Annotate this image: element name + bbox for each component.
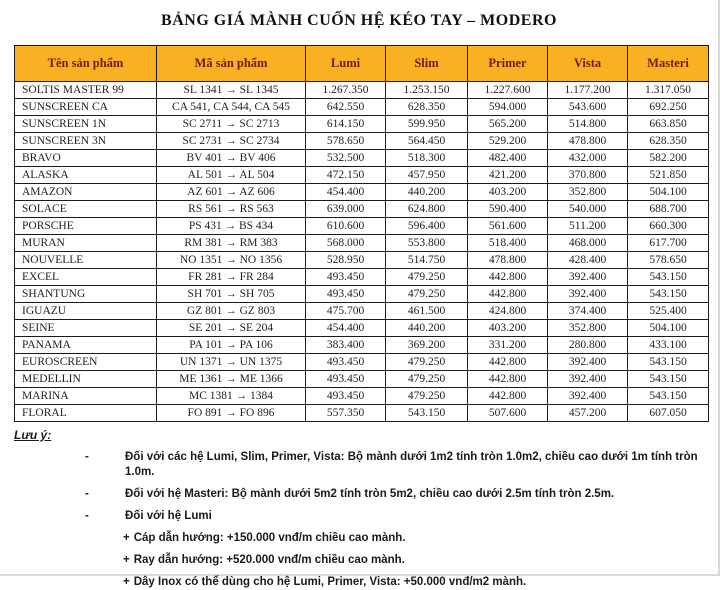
price-cell: 1.177.200 (548, 82, 628, 99)
price-cell: 543.150 (628, 269, 709, 286)
price-cell: 578.650 (306, 133, 386, 150)
price-cell: 493.450 (306, 286, 386, 303)
price-cell: 392.400 (548, 354, 628, 371)
price-cell: 478.800 (468, 252, 548, 269)
note-text: Đối với hệ Lumi (125, 510, 212, 522)
price-cell: 493.450 (306, 269, 386, 286)
product-name-cell: SUNSCREEN 3N (15, 133, 157, 150)
product-name-cell: SEINE (15, 320, 157, 337)
plus-bullet: + (123, 532, 130, 544)
table-row (15, 99, 709, 116)
table-row (15, 235, 709, 252)
price-cell: 1.253.150 (386, 82, 468, 99)
product-code-cell: SH 701 → SH 705 (157, 286, 306, 303)
column-header-0: Tên sản phẩm (15, 46, 157, 82)
price-cell: 478.800 (548, 133, 628, 150)
price-cell: 442.800 (468, 269, 548, 286)
price-cell: 472.150 (306, 167, 386, 184)
product-code-cell: RS 561 → RS 563 (157, 201, 306, 218)
price-cell: 479.250 (386, 354, 468, 371)
column-header-5: Vista (548, 46, 628, 82)
product-code-cell: SC 2711 → SC 2713 (157, 116, 306, 133)
product-name-cell: NOUVELLE (15, 252, 157, 269)
price-cell: 1.227.600 (468, 82, 548, 99)
product-code-cell: RM 381 → RM 383 (157, 235, 306, 252)
product-name-cell: PORSCHE (15, 218, 157, 235)
sub-note-item (14, 553, 718, 568)
price-cell: 543.150 (628, 354, 709, 371)
plus-bullet: + (123, 554, 130, 566)
column-header-2: Lumi (306, 46, 386, 82)
price-cell: 514.800 (548, 116, 628, 133)
price-cell: 628.350 (386, 99, 468, 116)
price-cell: 543.150 (628, 388, 709, 405)
product-code-cell: MC 1381 → 1384 (157, 388, 306, 405)
table-row (15, 167, 709, 184)
sub-note-text: Dây Inox có thể dùng cho hệ Lumi, Primer, Vista: +50.000 vnđ/m2 mành. (133, 576, 527, 588)
sub-note-item (14, 531, 718, 546)
price-cell: 504.100 (628, 184, 709, 201)
table-row (15, 133, 709, 150)
column-header-4: Primer (468, 46, 548, 82)
price-cell: 561.600 (468, 218, 548, 235)
price-cell: 521.850 (628, 167, 709, 184)
price-cell: 594.000 (468, 99, 548, 116)
notes-heading: Lưu ý: (14, 428, 52, 442)
price-cell: 568.000 (306, 235, 386, 252)
product-code-cell: FR 281 → FR 284 (157, 269, 306, 286)
price-cell: 392.400 (548, 371, 628, 388)
price-cell: 663.850 (628, 116, 709, 133)
price-cell: 442.800 (468, 354, 548, 371)
price-cell: 1.317.050 (628, 82, 709, 99)
table-row (15, 201, 709, 218)
product-name-cell: PANAMA (15, 337, 157, 354)
product-name-cell: BRAVO (15, 150, 157, 167)
table-row (15, 184, 709, 201)
price-cell: 374.400 (548, 303, 628, 320)
column-header-1: Mã sản phẩm (157, 46, 306, 82)
price-cell: 660.300 (628, 218, 709, 235)
price-cell: 392.400 (548, 388, 628, 405)
price-cell: 529.200 (468, 133, 548, 150)
price-cell: 280.800 (548, 337, 628, 354)
price-cell: 457.950 (386, 167, 468, 184)
price-cell: 331.200 (468, 337, 548, 354)
price-cell: 383.400 (306, 337, 386, 354)
product-name-cell: EXCEL (15, 269, 157, 286)
product-name-cell: EUROSCREEN (15, 354, 157, 371)
price-cell: 590.400 (468, 201, 548, 218)
product-name-cell: MURAN (15, 235, 157, 252)
price-cell: 424.800 (468, 303, 548, 320)
note-item (14, 509, 718, 524)
price-cell: 578.650 (628, 252, 709, 269)
price-cell: 564.450 (386, 133, 468, 150)
price-cell: 525.400 (628, 303, 709, 320)
product-code-cell: FO 891 → FO 896 (157, 405, 306, 422)
price-cell: 369.200 (386, 337, 468, 354)
price-cell: 392.400 (548, 286, 628, 303)
price-cell: 421.200 (468, 167, 548, 184)
product-code-cell: PA 101 → PA 106 (157, 337, 306, 354)
price-cell: 442.800 (468, 286, 548, 303)
price-cell: 518.300 (386, 150, 468, 167)
table-row (15, 320, 709, 337)
price-cell: 511.200 (548, 218, 628, 235)
price-cell: 440.200 (386, 184, 468, 201)
product-name-cell: MARINA (15, 388, 157, 405)
product-name-cell: SUNSCREEN CA (15, 99, 157, 116)
table-row (15, 286, 709, 303)
price-cell: 532.500 (306, 150, 386, 167)
dash-bullet: - (85, 451, 89, 463)
product-name-cell: SOLTIS MASTER 99 (15, 82, 157, 99)
page-title: BẢNG GIÁ MÀNH CUỐN HỆ KÉO TAY – MODERO (161, 12, 557, 29)
price-cell: 370.800 (548, 167, 628, 184)
product-name-cell: AMAZON (15, 184, 157, 201)
table-row (15, 371, 709, 388)
column-header-3: Slim (386, 46, 468, 82)
price-cell: 468.000 (548, 235, 628, 252)
price-cell: 479.250 (386, 388, 468, 405)
sub-note-text: Ray dẫn hướng: +520.000 vnđ/m chiều cao mành. (133, 554, 405, 566)
price-cell: 442.800 (468, 371, 548, 388)
dash-bullet: - (85, 510, 89, 522)
price-cell: 543.600 (548, 99, 628, 116)
table-row (15, 269, 709, 286)
product-code-cell: NO 1351 → NO 1356 (157, 252, 306, 269)
price-cell: 514.750 (386, 252, 468, 269)
sub-note-item (14, 575, 718, 590)
product-code-cell: GZ 801 → GZ 803 (157, 303, 306, 320)
price-cell: 610.600 (306, 218, 386, 235)
table-row (15, 337, 709, 354)
price-cell: 433.100 (628, 337, 709, 354)
price-cell: 454.400 (306, 184, 386, 201)
product-code-cell: SE 201 → SE 204 (157, 320, 306, 337)
table-row (15, 354, 709, 371)
price-cell: 479.250 (386, 371, 468, 388)
product-code-cell: AL 501 → AL 504 (157, 167, 306, 184)
price-cell: 553.800 (386, 235, 468, 252)
price-cell: 582.200 (628, 150, 709, 167)
price-cell: 599.950 (386, 116, 468, 133)
price-cell: 479.250 (386, 286, 468, 303)
table-row (15, 218, 709, 235)
table-row (15, 405, 709, 422)
price-cell: 428.400 (548, 252, 628, 269)
price-cell: 614.150 (306, 116, 386, 133)
product-name-cell: IGUAZU (15, 303, 157, 320)
price-cell: 507.600 (468, 405, 548, 422)
price-cell: 457.200 (548, 405, 628, 422)
price-cell: 518.400 (468, 235, 548, 252)
notes-section (14, 428, 718, 590)
price-cell: 543.150 (386, 405, 468, 422)
price-cell: 403.200 (468, 320, 548, 337)
product-name-cell: SHANTUNG (15, 286, 157, 303)
price-cell: 543.150 (628, 286, 709, 303)
price-cell: 596.400 (386, 218, 468, 235)
product-code-cell: PS 431 → BS 434 (157, 218, 306, 235)
price-cell: 540.000 (548, 201, 628, 218)
price-cell: 642.550 (306, 99, 386, 116)
price-cell: 543.150 (628, 371, 709, 388)
dash-bullet: - (85, 488, 89, 500)
column-header-6: Masteri (628, 46, 709, 82)
price-cell: 482.400 (468, 150, 548, 167)
price-cell: 493.450 (306, 388, 386, 405)
product-code-cell: ME 1361 → ME 1366 (157, 371, 306, 388)
product-name-cell: ALASKA (15, 167, 157, 184)
price-cell: 692.250 (628, 99, 709, 116)
note-item (14, 487, 718, 502)
product-code-cell: SC 2731 → SC 2734 (157, 133, 306, 150)
product-name-cell: FLORAL (15, 405, 157, 422)
price-cell: 479.250 (386, 269, 468, 286)
product-name-cell: MEDELLIN (15, 371, 157, 388)
price-cell: 493.450 (306, 354, 386, 371)
price-cell: 565.200 (468, 116, 548, 133)
table-row (15, 388, 709, 405)
product-code-cell: SL 1341 → SL 1345 (157, 82, 306, 99)
table-header-row (15, 46, 709, 82)
price-cell: 624.800 (386, 201, 468, 218)
price-cell: 617.700 (628, 235, 709, 252)
product-name-cell: SUNSCREEN 1N (15, 116, 157, 133)
price-cell: 392.400 (548, 269, 628, 286)
price-cell: 628.350 (628, 133, 709, 150)
price-cell: 528.950 (306, 252, 386, 269)
product-code-cell: UN 1371 → UN 1375 (157, 354, 306, 371)
price-cell: 607.050 (628, 405, 709, 422)
table-row (15, 303, 709, 320)
table-row (15, 116, 709, 133)
product-code-cell: CA 541, CA 544, CA 545 (157, 99, 306, 116)
note-item (14, 450, 718, 480)
price-cell: 432.000 (548, 150, 628, 167)
product-name-cell: SOLACE (15, 201, 157, 218)
product-code-cell: BV 401 → BV 406 (157, 150, 306, 167)
table-row (15, 252, 709, 269)
price-cell: 493.450 (306, 371, 386, 388)
price-cell: 440.200 (386, 320, 468, 337)
table-row (15, 150, 709, 167)
price-cell: 352.800 (548, 184, 628, 201)
table-row (15, 82, 709, 99)
product-code-cell: AZ 601 → AZ 606 (157, 184, 306, 201)
price-cell: 688.700 (628, 201, 709, 218)
price-cell: 557.350 (306, 405, 386, 422)
note-text: Đối với hệ Masteri: Bộ mành dưới 5m2 tính tròn 5m2, chiều cao dưới 2.5m tính tròn 2.5m. (125, 488, 615, 500)
price-cell: 454.400 (306, 320, 386, 337)
sub-note-text: Cáp dẫn hướng: +150.000 vnđ/m chiều cao mành. (133, 532, 406, 544)
price-table (14, 45, 709, 422)
price-cell: 504.100 (628, 320, 709, 337)
price-cell: 352.800 (548, 320, 628, 337)
price-cell: 403.200 (468, 184, 548, 201)
plus-bullet: + (123, 576, 130, 588)
price-cell: 475.700 (306, 303, 386, 320)
price-cell: 1.267.350 (306, 82, 386, 99)
price-cell: 442.800 (468, 388, 548, 405)
price-cell: 461.500 (386, 303, 468, 320)
note-text: Đối với các hệ Lumi, Slim, Primer, Vista: Bộ mành dưới 1m2 tính tròn 1.0m2, chiều cao dưới 1m tính tròn 1.0m. (125, 451, 698, 478)
price-cell: 639.000 (306, 201, 386, 218)
